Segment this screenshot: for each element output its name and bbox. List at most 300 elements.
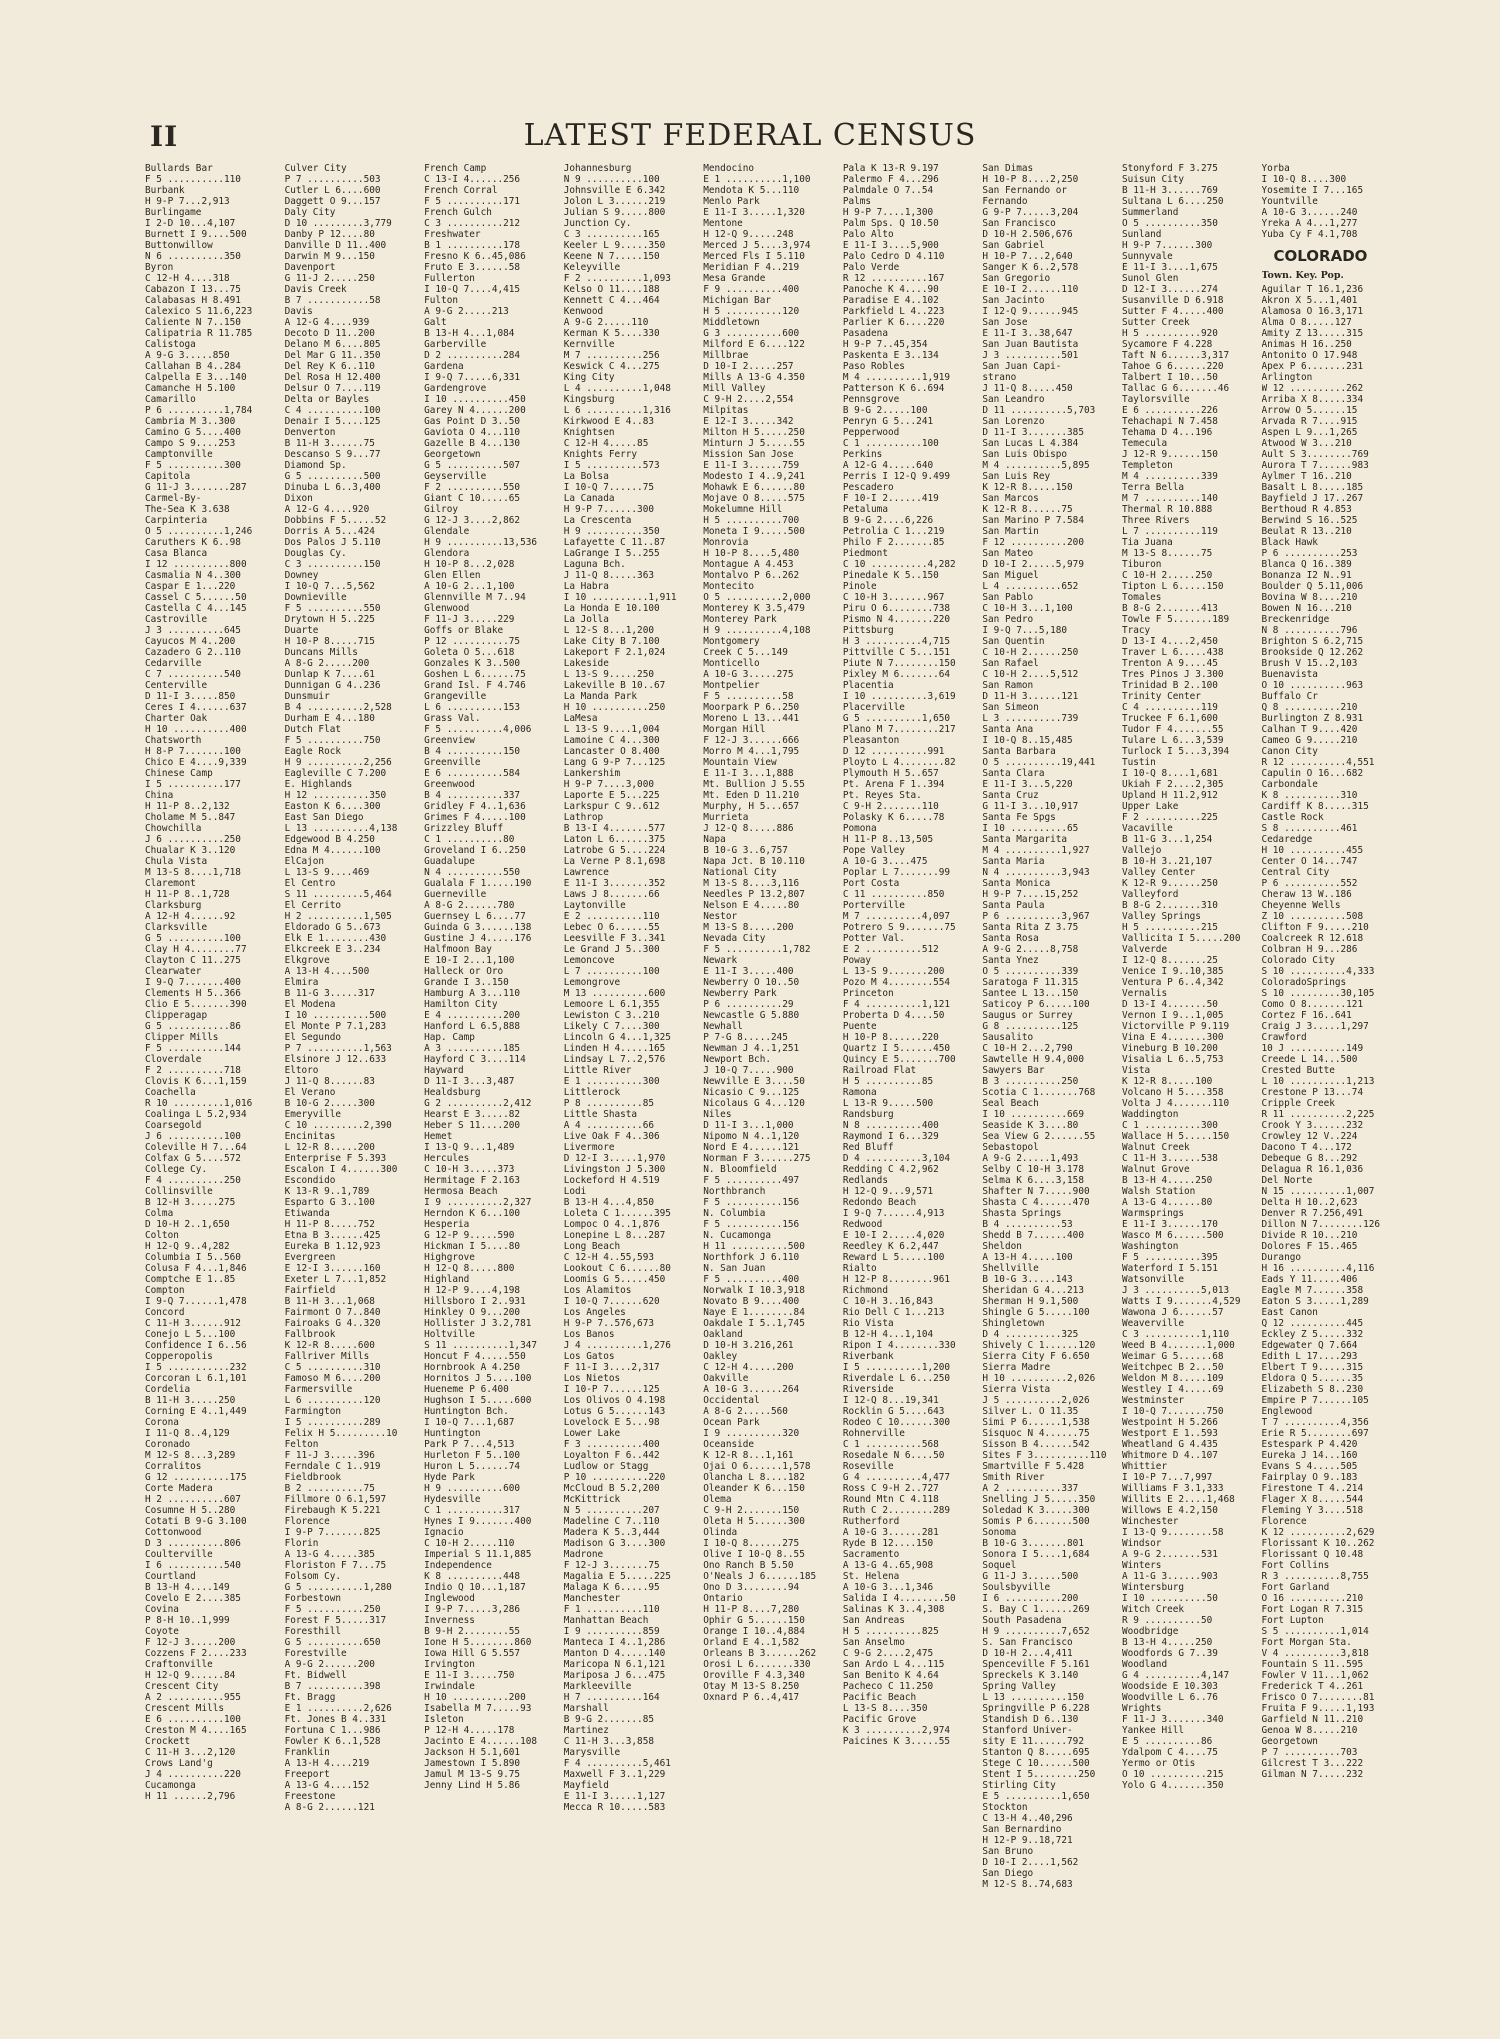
census-entry: Denverton [284, 427, 336, 438]
census-entry: D 11-I 3...3,487 [424, 1076, 515, 1087]
census-entry: Tustin [1121, 757, 1156, 768]
census-entry: Coarsegold [145, 1120, 202, 1131]
census-entry: G 5 ..........500 [284, 471, 381, 482]
census-entry: Upper Lake [1121, 801, 1179, 812]
census-entry: N. Bloomfield [703, 1164, 777, 1175]
census-entry: C 9-H 2....2,554 [703, 394, 794, 405]
census-entry: Weed B 4.......1,000 [1121, 1340, 1235, 1351]
census-entry: El Cerrito [284, 900, 342, 911]
census-entry: Santa Rita Z 3.75 [982, 922, 1079, 933]
census-entry: E 10-I 2......110 [982, 284, 1079, 295]
census-entry: N 8 ..........796 [1261, 625, 1358, 636]
census-entry: E 11-I 3......170 [1121, 1219, 1218, 1230]
census-entry: Mendota K 5...110 [703, 185, 800, 196]
census-entry: A 9-G 2.....110 [563, 317, 649, 328]
census-entry: Crockett [145, 1736, 191, 1747]
census-entry: Clipper Mills [145, 1032, 219, 1043]
census-entry: Soledad K 3.....300 [982, 1505, 1090, 1516]
census-entry: San Ramon [982, 680, 1034, 691]
census-entry: Gaviota O 4...110 [424, 427, 521, 438]
census-entry: Ono Ranch B 5.50 [703, 1560, 794, 1571]
census-entry: Clayton C 11..275 [145, 955, 241, 966]
census-entry: Irwindale [424, 1681, 475, 1692]
census-entry: B 9-H 2........55 [424, 1626, 521, 1637]
census-entry: Santee L 13...150 [982, 988, 1079, 999]
census-entry: J 5 ..........2,026 [982, 1395, 1090, 1406]
census-entry: Dorris A 5...424 [284, 526, 375, 537]
census-entry: China [145, 790, 174, 801]
census-entry: Huntington [424, 1428, 481, 1439]
census-entry: Sea View G 2......55 [982, 1131, 1096, 1142]
census-entry: El Monte P 7.1,283 [284, 1021, 387, 1032]
page-title: LATEST FEDERAL CENSUS [523, 118, 977, 153]
census-entry: Lewiston C 3..210 [563, 1010, 660, 1021]
census-entry: Escondido [284, 1175, 336, 1186]
census-entry: H 9-P 7......300 [1121, 240, 1213, 251]
census-entry: K 12-R 8.....100 [1121, 1076, 1213, 1087]
census-entry: Tallac G 6.......46 [1121, 383, 1230, 394]
census-entry: H 9-P 7....15,252 [982, 889, 1079, 900]
census-entry: M 13 ..........600 [563, 988, 666, 999]
census-entry: Paradise E 4..102 [842, 295, 939, 306]
census-entry: Watts I 9.......4,529 [1121, 1296, 1241, 1307]
census-entry: Oceanside [703, 1439, 755, 1450]
census-entry: L 7 ..........119 [1121, 526, 1218, 537]
census-entry: Johnsville E 6.342 [563, 185, 666, 196]
census-entry: Palms [842, 196, 872, 207]
census-entry: Etiwanda [284, 1208, 330, 1219]
census-entry: Turlock I 5...3,394 [1121, 746, 1230, 757]
census-entry: Erie R 5........697 [1261, 1428, 1369, 1439]
census-entry: I 9 ..........859 [563, 1626, 660, 1637]
census-entry: Oakley [703, 1351, 738, 1362]
census-entry: Firebaugh K 5.221 [284, 1505, 381, 1516]
census-entry: Pinole [842, 581, 877, 592]
census-entry: F 2 ..........550 [424, 482, 521, 493]
census-entry: I 9-Q 7......1,478 [145, 1296, 247, 1307]
census-entry: Morro M 4...1,795 [703, 746, 800, 757]
census-entry: Kelso O 11....188 [563, 284, 660, 295]
census-entry: Nestor [703, 911, 738, 922]
census-entry: A 10-G 3......240 [1261, 207, 1358, 218]
census-entry: Knights Ferry [563, 449, 638, 460]
census-entry: J 12-R 9......150 [1121, 449, 1218, 460]
census-entry: Sutter Creek [1121, 317, 1190, 328]
census-entry: E 6 ..........226 [1121, 405, 1218, 416]
census-entry: Lodi [563, 1186, 587, 1197]
census-entry: F 2 ..........1,093 [563, 273, 671, 284]
census-entry: M 7 ..........140 [1121, 493, 1218, 504]
census-entry: Goshen L 6......75 [424, 669, 526, 680]
census-entry: Fallbrook [284, 1329, 336, 1340]
census-entry: B 10-G 2.....300 [284, 1098, 375, 1109]
census-entry: Palo Alto [842, 229, 894, 240]
census-entry: B 9-G 2.....100 [842, 405, 928, 416]
census-entry: Hanford L 6.5,888 [424, 1021, 521, 1032]
census-entry: Sultana L 6....250 [1121, 196, 1224, 207]
census-entry: H 11-P 8..2,132 [145, 801, 230, 812]
census-entry: E 5 ..........1,650 [982, 1791, 1090, 1802]
census-entry: Sierra City F 6.650 [982, 1351, 1090, 1362]
census-entry: F 9 ..........400 [703, 284, 800, 295]
census-entry: C 7 ..........540 [145, 669, 241, 680]
census-entry: Ft. Bragg [284, 1692, 336, 1703]
census-entry: Tipton L 6.....150 [1121, 581, 1224, 592]
census-entry: Santa Monica [982, 878, 1051, 889]
census-entry: Piute N 7........150 [842, 658, 956, 669]
census-entry: Caliente N 7..150 [145, 317, 241, 328]
census-entry: Inverness [424, 1615, 475, 1626]
census-entry: Livermore [563, 1142, 615, 1153]
census-entry: Martinez [563, 1725, 609, 1736]
census-entry: Etna B 3......425 [284, 1230, 381, 1241]
census-entry: K 12 ..........2,629 [1261, 1527, 1375, 1538]
census-entry: Basalt L 8.....185 [1261, 482, 1364, 493]
census-entry: Newberry Park [703, 988, 777, 999]
census-entry: P 7-G 8.....245 [703, 1032, 788, 1043]
census-entry: Yuba Cy F 4.1,708 [1261, 229, 1358, 240]
census-entry: Montalvo P 6..262 [703, 570, 800, 581]
census-entry: Forestville [284, 1648, 347, 1659]
census-entry: Visalia L 6..5,753 [1121, 1054, 1224, 1065]
census-entry: Palo Verde [842, 262, 900, 273]
census-entry: Antonito O 17.948 [1261, 350, 1358, 361]
census-entry: Eagle Rock [284, 746, 342, 757]
census-entry: Greenwood [424, 779, 475, 790]
census-entry: Gardengrove [424, 383, 487, 394]
census-entry: F 5 ..........144 [145, 1043, 241, 1054]
census-entry: Wawona J 6......57 [1121, 1307, 1224, 1318]
census-entry: East Canon [1261, 1307, 1318, 1318]
census-entry: C 3 ..........212 [424, 218, 521, 229]
census-entry: Oakdale I 5..1,745 [703, 1318, 805, 1329]
census-entry: F 12 ..........200 [982, 537, 1084, 548]
census-entry: F 12-J 3.....200 [145, 1637, 236, 1648]
census-entry: Dunnigan G 4..236 [284, 680, 381, 691]
census-entry: Hayford C 3....114 [424, 1054, 526, 1065]
census-entry: Manton D 4.....140 [563, 1648, 666, 1659]
census-entry: Independence [424, 1560, 492, 1571]
census-entry: Enterprise F 5.393 [284, 1153, 387, 1164]
census-entry: O 5 ..........1,246 [145, 526, 253, 537]
census-entry: Lemoore L 6.1,355 [563, 999, 660, 1010]
census-column-9 [1262, 163, 1396, 2023]
census-entry: A 13-H 4....500 [284, 966, 370, 977]
census-entry: Santa Barbara [982, 746, 1056, 757]
census-entry: Rio Dell C 1...213 [842, 1307, 945, 1318]
census-entry: Soulsbyville [982, 1582, 1051, 1593]
census-entry: Coronado [145, 1439, 191, 1450]
census-entry: C 3 ..........165 [563, 229, 660, 240]
census-entry: Orland E 4..1,582 [703, 1637, 800, 1648]
census-entry: El Centro [284, 878, 336, 889]
census-entry: Scotia C 1.......768 [982, 1087, 1096, 1098]
census-entry: Loleta C 1......395 [563, 1208, 671, 1219]
census-entry: A 10-G 3......264 [703, 1384, 800, 1395]
census-entry: Selma K 6....3,158 [982, 1175, 1084, 1186]
census-entry: Giant C 10.....65 [424, 493, 521, 504]
census-entry: R 10 .........1,016 [145, 1098, 253, 1109]
census-entry: H 12-P 8........961 [842, 1274, 951, 1285]
census-entry: A 8-G 2......121 [284, 1802, 375, 1813]
census-entry: Sisquoc N 4......75 [982, 1428, 1090, 1439]
census-entry: D 2 ..........284 [424, 350, 521, 361]
census-entry: Valley Springs [1121, 911, 1201, 922]
census-entry: A 13-G 4..65,908 [842, 1560, 934, 1571]
census-column-1 [145, 163, 279, 2023]
census-entry: I 13-Q 9........58 [1121, 1527, 1224, 1538]
census-entry: C 13-H 4..40,296 [982, 1813, 1073, 1824]
census-entry: Round Mtn C 4.118 [842, 1494, 939, 1505]
census-entry: Debeque G 8...292 [1261, 1153, 1358, 1164]
census-entry: B 13-H 4....149 [145, 1582, 230, 1593]
census-entry: Palmdale O 7..54 [842, 185, 934, 196]
census-entry: E 11-I 3......759 [703, 460, 800, 471]
census-entry: Elmira [284, 977, 319, 988]
census-entry: McCloud B 5.2,200 [563, 1483, 660, 1494]
census-entry: Rutherford [842, 1516, 900, 1527]
census-entry: Georgetown [424, 449, 481, 460]
census-entry: Dacono T 4...172 [1261, 1142, 1352, 1153]
census-entry: Vallejo [1121, 845, 1162, 856]
census-entry: Cassel C 5......50 [145, 592, 247, 603]
census-entry: Woodland [1121, 1659, 1168, 1670]
census-entry: Seal Beach [982, 1098, 1039, 1109]
census-entry: Highgrove [424, 1252, 475, 1263]
census-entry: Calipatria R 11.785 [145, 328, 253, 339]
census-entry: Ft. Bidwell [284, 1670, 347, 1681]
census-entry: Le Grand J 5..300 [563, 944, 660, 955]
census-entry: Milford E 6....122 [703, 339, 805, 350]
census-entry: Hornbrook A 4.250 [424, 1362, 521, 1373]
census-entry: Delano M 6....805 [284, 339, 381, 350]
census-entry: D 10-H 2.506,676 [982, 229, 1073, 240]
census-entry: Clio E 5.......390 [145, 999, 247, 1010]
census-entry: Crescent City [145, 1681, 219, 1692]
census-entry: Conejo L 5...100 [145, 1329, 236, 1340]
census-entry: I 10-Q 7.......750 [1121, 1406, 1224, 1417]
census-entry: Guernsey L 6....77 [424, 911, 526, 922]
census-entry: Mojave O 8.....575 [703, 493, 805, 504]
census-entry: Montgomery [703, 636, 760, 647]
census-entry: Delta H 10..2,623 [1261, 1197, 1358, 1208]
census-entry: A 10-G 3......281 [842, 1527, 939, 1538]
census-entry: A 10-G 3....475 [842, 856, 928, 867]
census-entry: G 9-P 7.....3,204 [982, 207, 1079, 218]
census-entry: E 11-I 3.....1,127 [563, 1791, 666, 1802]
census-entry: Willits E 2....1,468 [1121, 1494, 1235, 1505]
census-entry: J 4 ..........220 [145, 1769, 241, 1780]
census-entry: Gardena [424, 361, 464, 372]
census-entry: Laporte E 5...225 [563, 790, 660, 801]
census-entry: O 10 ..........215 [1121, 1769, 1224, 1780]
census-entry: Richmond [842, 1285, 888, 1296]
census-entry: W 12 ..........262 [1261, 383, 1364, 394]
census-entry: Downey [284, 570, 319, 581]
census-entry: Durango [1261, 1252, 1302, 1263]
census-entry: B 8-G 2.......413 [1121, 603, 1218, 614]
census-entry: Ignacio [424, 1527, 464, 1538]
page-number: II [150, 120, 179, 153]
census-entry: Montpelier [703, 680, 760, 691]
census-entry: I 6 ..........540 [145, 1560, 241, 1571]
census-entry: Terra Bella [1121, 482, 1185, 493]
census-column-4 [564, 163, 698, 2023]
census-column-3 [424, 163, 558, 2023]
census-entry: K 12-R 8.....600 [284, 1340, 375, 1351]
census-entry: Newport Bch. [703, 1054, 771, 1065]
census-entry: Greenville [424, 757, 481, 768]
census-entry: Spenceville F 5.161 [982, 1659, 1090, 1670]
census-entry: Buenavista [1261, 669, 1318, 680]
census-entry: Gas Point D 3..50 [424, 416, 521, 427]
census-entry: H 5 ..........700 [703, 515, 800, 526]
census-entry: C 10-H 2......250 [982, 647, 1079, 658]
census-entry: C 1 ..........317 [424, 1505, 521, 1516]
census-entry: E 6 ..........584 [424, 768, 521, 779]
census-entry: N. San Juan [703, 1263, 766, 1274]
census-entry: L 6 ..........153 [424, 702, 521, 713]
census-entry: F 5 ..........750 [284, 735, 381, 746]
census-entry: Wrights [1121, 1703, 1162, 1714]
census-entry: Junction Cy. [563, 218, 632, 229]
census-entry: Madeline C 7..110 [563, 1516, 660, 1527]
census-entry: I 10 ..........669 [982, 1109, 1084, 1120]
census-entry: I 10 ..........450 [424, 394, 526, 405]
census-entry: Arriba X 8.....334 [1261, 394, 1364, 405]
census-entry: H 12-Q 9..4,282 [145, 1241, 230, 1252]
census-entry: Gazelle B 4...130 [424, 438, 521, 449]
census-entry: Dunsmuir [284, 691, 330, 702]
census-entry: Daggett O 9...157 [284, 196, 381, 207]
census-entry: Los Banos [563, 1329, 615, 1340]
census-entry: LaMesa [563, 713, 598, 724]
census-entry: Standish D 6..130 [982, 1714, 1079, 1725]
census-entry: San Anselmo [842, 1637, 905, 1648]
census-entry: Calhan T 9....420 [1261, 724, 1358, 735]
census-entry: French Gulch [424, 207, 492, 218]
census-entry: La Canada [563, 493, 615, 504]
census-entry: I 10-Q 8......275 [703, 1538, 800, 1549]
census-entry: I 10-Q 8....1,681 [1121, 768, 1218, 779]
census-entry: Mariposa J 6...475 [563, 1670, 666, 1681]
census-entry: Port Costa [842, 878, 900, 889]
census-entry: Paso Robles [842, 361, 905, 372]
census-entry: Susanville D 6.918 [1121, 295, 1224, 306]
census-entry: Isleton [424, 1714, 464, 1725]
census-entry: A 13-G 4....152 [284, 1780, 370, 1791]
census-entry: Rialto [842, 1263, 877, 1274]
census-entry: Central City [1261, 867, 1330, 878]
census-entry: B 11-H 3...1,068 [284, 1296, 375, 1307]
census-entry: Capitola [145, 471, 191, 482]
census-entry: Santa Ynez [982, 955, 1039, 966]
census-entry: Pozo M 4........554 [842, 977, 951, 988]
census-entry: Atwood W 3...210 [1261, 438, 1352, 449]
census-entry: L 6 ..........1,316 [563, 405, 671, 416]
census-entry: Delta or Bayles [284, 394, 370, 405]
census-entry: Duarte [284, 625, 319, 636]
census-entry: Fairoaks G 4..320 [284, 1318, 381, 1329]
census-entry: A 9-G 2.......531 [1121, 1549, 1218, 1560]
census-entry: S. San Francisco [982, 1637, 1073, 1648]
census-entry: San Rafael [982, 658, 1039, 669]
census-entry: Woodside E 10.303 [1121, 1681, 1218, 1692]
census-entry: Cholame M 5..847 [145, 812, 236, 823]
census-entry: E 2 ..........110 [563, 911, 660, 922]
census-entry: B 4 ..........337 [424, 790, 521, 801]
census-entry: C 12-H 4....318 [145, 273, 230, 284]
census-entry: Ryde B 12....150 [842, 1538, 934, 1549]
census-entry: Craig J 3.....1,297 [1261, 1021, 1369, 1032]
census-entry: H 10-P 7...2,640 [982, 251, 1073, 262]
census-entry: Covina [145, 1604, 179, 1615]
census-entry: Jenny Lind H 5.86 [424, 1780, 521, 1791]
census-entry: Clifton F 9.....210 [1261, 922, 1369, 933]
census-entry: Fort Logan R 7.315 [1261, 1604, 1364, 1615]
census-entry: Philo F 2.......85 [842, 537, 945, 548]
census-entry: Sheldon [982, 1241, 1022, 1252]
census-entry: M 13-S 8....3,116 [703, 878, 800, 889]
census-entry: P 6 ..........253 [1261, 548, 1358, 559]
census-entry: Castella C 4...145 [145, 603, 247, 614]
census-entry: P 6 ..........29 [703, 999, 794, 1010]
census-entry: I 2-D 10...4,107 [145, 218, 236, 229]
census-entry: Saratoga F 11.315 [982, 977, 1079, 988]
census-entry: Geyserville [424, 471, 487, 482]
census-entry: Sausalito [982, 1032, 1034, 1043]
census-entry: Niles [703, 1109, 732, 1120]
census-entry: San Gregorio [982, 273, 1051, 284]
census-entry: C 12-H 4.....200 [703, 1362, 794, 1373]
census-entry: Shafter N 7.....900 [982, 1186, 1090, 1197]
census-entry: Fernando [982, 196, 1028, 207]
census-entry: Del Norte [1261, 1175, 1313, 1186]
census-entry: Ludlow or Stagg [563, 1461, 649, 1472]
census-entry: Proberta D 4....50 [842, 1010, 945, 1021]
census-entry: L 13-S 9....469 [284, 867, 370, 878]
census-entry: Pala K 13-R 9.197 [842, 163, 939, 174]
census-entry: Julian S 9.....800 [563, 207, 666, 218]
census-entry: Compton [145, 1285, 185, 1296]
census-entry: Lonepine L 8...287 [563, 1230, 666, 1241]
census-entry: Tomales [1121, 592, 1162, 603]
census-entry: Stanford Univer- [982, 1725, 1073, 1736]
census-entry: Fallriver Mills [284, 1351, 370, 1362]
census-entry: B 8-G 2.......310 [1121, 900, 1218, 911]
census-entry: C 10-H 2.....250 [1121, 570, 1213, 581]
census-entry: G 5 ..........1,650 [842, 713, 951, 724]
census-entry: Stege C 10......500 [982, 1758, 1090, 1769]
census-entry: L 3 ..........739 [982, 713, 1079, 724]
census-entry: Ceres I 4......637 [145, 702, 247, 713]
census-entry: Santa Clara [982, 768, 1045, 779]
census-entry: Magalia E 5.....225 [563, 1571, 671, 1582]
census-entry: Animas H 16..250 [1261, 339, 1352, 350]
census-entry: San Marino P 7.584 [982, 515, 1084, 526]
census-entry: Napa Jct. B 10.110 [703, 856, 805, 867]
census-entry: Walnut Creek [1121, 1142, 1190, 1153]
census-entry: R 12 ..........167 [842, 273, 945, 284]
census-entry: Crowley 12 V..224 [1261, 1131, 1358, 1142]
census-entry: Red Bluff [842, 1142, 894, 1153]
census-entry: Vina E 4.......300 [1121, 1032, 1224, 1043]
census-entry: C 10-H 3..16,843 [842, 1296, 934, 1307]
census-entry: El Modena [284, 999, 336, 1010]
census-entry: Goleta O 5...618 [424, 647, 515, 658]
census-entry: Camanche H 5.100 [145, 383, 236, 394]
census-entry: Maxwell F 3..1,229 [563, 1769, 666, 1780]
